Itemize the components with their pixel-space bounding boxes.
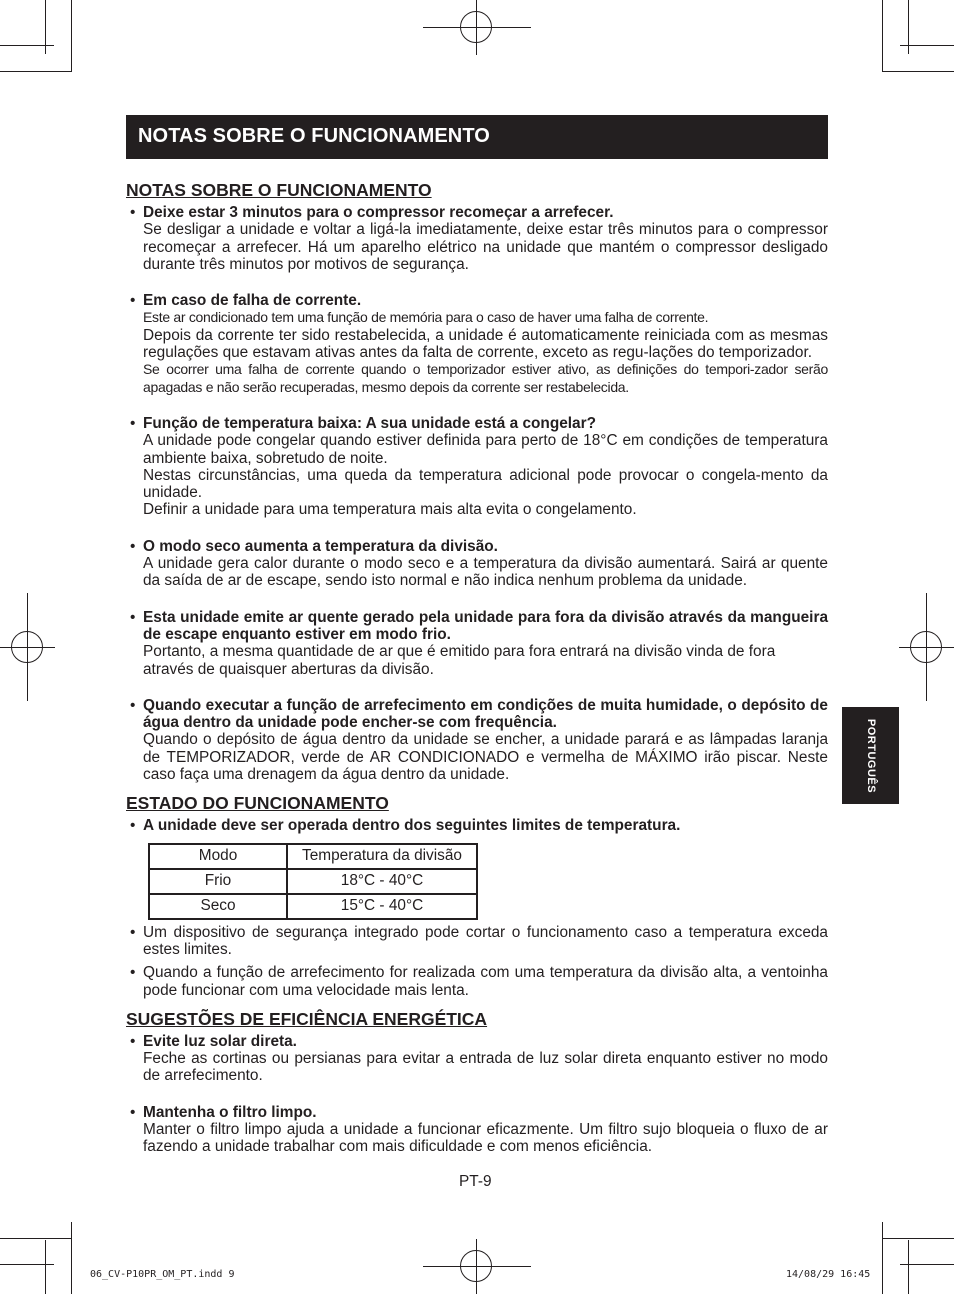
banner-title: NOTAS SOBRE O FUNCIONAMENTO [138, 125, 490, 147]
crop-mark [908, 1240, 909, 1294]
table-header-row [149, 844, 477, 869]
list-item [126, 204, 828, 273]
item-body: Feche as cortinas ou persianas para evitar a entrada de luz solar direta enquanto estiver no modo de arrefecimento. [143, 1050, 828, 1085]
item-title: Em caso de falha de corrente. [143, 292, 362, 310]
list-item [126, 415, 828, 519]
bullet: • [130, 1103, 136, 1121]
table-cell: 15°C - 40°C [287, 894, 477, 919]
table-row [149, 869, 477, 894]
crop-mark [882, 1238, 954, 1239]
list-item [126, 1033, 828, 1085]
item-body: Portanto, a mesma quantidade de ar que é emitido para fora entrará na divisão vinda de fora através de quaisquer aberturas da divisão. [143, 643, 776, 678]
item-title: Esta unidade emite ar quente gerado pela unidade para fora da divisão através da mangueira de escape enquanto estiver em modo frio. [143, 608, 828, 643]
item-note: Este ar condicionado tem uma função de memória para o caso de haver uma falha de corrente. [143, 309, 709, 326]
crop-mark [71, 0, 72, 72]
section-heading-operation-status: ESTADO DO FUNCIONAMENTO [126, 793, 389, 814]
item-title: Função de temperatura baixa: A sua unidade está a congelar? [143, 414, 597, 432]
table-header-cell: Temperatura da divisão [287, 844, 477, 869]
item-body: Definir a unidade para uma temperatura mais alta evita o congelamento. [143, 501, 637, 519]
crop-mark [882, 0, 883, 72]
crop-mark [0, 71, 72, 72]
bullet: • [130, 537, 136, 555]
crop-mark [882, 71, 954, 72]
footer-timestamp: 14/08/29 16:45 [786, 1269, 871, 1280]
item-body: Nestas circunstâncias, uma queda da temperatura adicional pode provocar o congela-mento da unidade. [143, 466, 828, 502]
language-tab-label: PORTUGUÊS [864, 718, 877, 793]
list-item [126, 538, 828, 590]
section-heading-operation-notes: NOTAS SOBRE O FUNCIONAMENTO [126, 180, 432, 200]
list-item [126, 924, 828, 959]
section-banner [126, 115, 828, 159]
bullet: • [130, 817, 136, 835]
item-body: Manter o filtro limpo ajuda a unidade a funcionar eficazmente. Um filtro sujo bloqueia o fluxo de ar fazendo a unidade trabalhar com mais dificuldade e com menos eficiência. [143, 1120, 828, 1156]
item-body: A unidade pode congelar quando estiver definida para perto de 18°C em condições de temperatura ambiente baixa, sobretudo de noite. [143, 432, 828, 467]
crop-mark [908, 0, 909, 54]
bullet: • [130, 292, 136, 310]
bullet: • [130, 964, 136, 982]
table-cell: 18°C - 40°C [287, 869, 477, 894]
main-content [126, 180, 828, 1175]
list-item [126, 1104, 828, 1156]
item-title: O modo seco aumenta a temperatura da divisão. [143, 537, 498, 555]
table-cell: Frio [149, 869, 287, 894]
list-item [126, 609, 828, 678]
bullet: • [130, 923, 136, 941]
item-title: Quando executar a função de arrefecimento em condições de muita humidade, o depósito de água dentro da unidade pode encher-se com frequência. [143, 696, 828, 732]
item-body: Um dispositivo de segurança integrado pode cortar o funcionamento caso a temperatura exceda estes limites. [143, 923, 828, 958]
item-body: A unidade gera calor durante o modo seco e a temperatura da divisão aumentará. Sairá ar quente da saída de ar de escape, sendo isto normal e não indica nenhum problema da unidade. [143, 555, 828, 590]
language-side-tab [842, 707, 899, 804]
temperature-limits-table [148, 843, 478, 920]
list-item [126, 697, 828, 783]
crop-mark [71, 1222, 72, 1294]
table-cell: Seco [149, 894, 287, 919]
item-note: Se ocorrer uma falha de corrente quando o temporizador estiver ativo, as definições do tempori-zador serão apagadas e não serão recuperadas, mesmo depois da corrente ser restabelecida. [143, 361, 828, 395]
table-row [149, 894, 477, 919]
item-title: Evite luz solar direta. [143, 1032, 297, 1050]
item-title: Mantenha o filtro limpo. [143, 1103, 317, 1121]
bullet: • [130, 608, 136, 626]
list-item [126, 292, 828, 396]
bullet: • [130, 414, 136, 432]
crop-mark [45, 1240, 46, 1294]
item-title: A unidade deve ser operada dentro dos seguintes limites de temperatura. [143, 817, 681, 835]
crop-mark [882, 1222, 883, 1294]
table-header-cell: Modo [149, 844, 287, 869]
list-item [126, 817, 828, 834]
page-number: PT-9 [459, 1173, 492, 1190]
item-title: Deixe estar 3 minutos para o compressor recomeçar a arrefecer. [143, 204, 614, 221]
item-body: Depois da corrente ter sido restabelecida, a unidade é automaticamente reiniciada com as mesmas regulações que estavam ativas antes da falta de corrente, exceto as regu-lações do temporizador. [143, 326, 828, 362]
bullet: • [130, 1032, 136, 1050]
item-body: Se desligar a unidade e voltar a ligá-la imediatamente, deixe estar três minutos para o compressor recomeçar a arrefecer. Há um aparelho elétrico na unidade que mantém o compressor desligado durante três minutos por motivos de segurança. [143, 221, 828, 273]
bullet: • [130, 696, 136, 714]
list-item [126, 964, 828, 999]
footer-filename: 06_CV-P10PR_OM_PT.indd 9 [90, 1269, 235, 1280]
item-body: Quando a função de arrefecimento for realizada com uma temperatura da divisão alta, a ventoinha pode funcionar com uma velocidade mais lenta. [143, 964, 828, 999]
crop-mark [0, 1238, 72, 1239]
bullet: • [130, 204, 136, 221]
item-body: Quando o depósito de água dentro da unidade se encher, a unidade parará e as lâmpadas laranja de TEMPORIZADOR, verde de AR CONDICIONADO e vermelha de MÁXIMO irão piscar. Neste caso faça uma drenagem da água dentro da unidade. [143, 731, 828, 784]
section-heading-energy-tips: SUGESTÕES DE EFICIÊNCIA ENERGÉTICA [126, 1008, 488, 1029]
crop-mark [45, 0, 46, 54]
